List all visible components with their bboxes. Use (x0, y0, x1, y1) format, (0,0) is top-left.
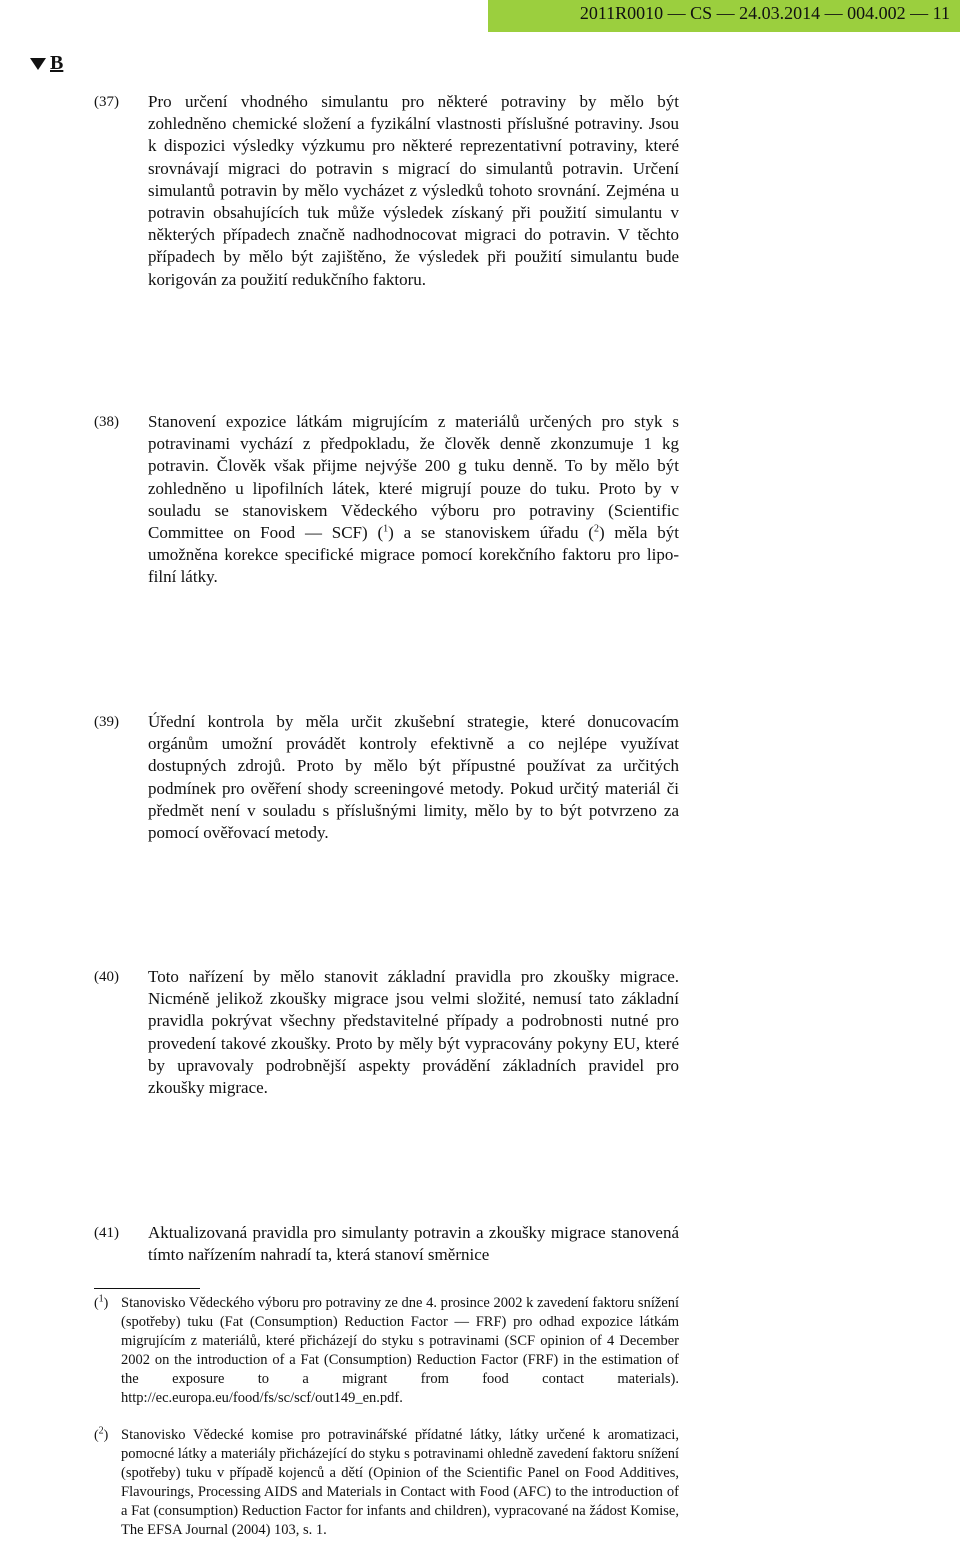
footnote-number-value: 2 (98, 1425, 104, 1437)
recital-number: (40) (94, 969, 119, 985)
recital-number: (39) (94, 714, 119, 730)
recital-text: Toto nařízení by mělo stanovit základní pravidla pro zkoušky migrace. Nicméně jelikož zkoušky migrace jsou velmi složité, nemusí tato základní pravidla pokrývat všechny představitelné případy a podrobnosti nutné pro provedení takové zkoušky. Proto by měly být vypracovány pokyny EU, které by upravovaly podrobnější aspekty provádění základních pravidel pro zkoušky migrace. (148, 967, 679, 1098)
section-marker (30, 52, 63, 75)
document-header-text: 2011R0010 — CS — 24.03.2014 — 004.002 — 11 (579, 3, 950, 23)
footnote-text: Stanovisko Vědeckého výboru pro potraviny ze dne 4. prosince 2002 k zavedení faktoru snížení (spotřeby) tuku (Fat (Consumption) Reduction Factor — FRF) pro odhad expozice látkám migrujícím z materiálů, které přicházejí do styku s potravinami (SCF opinion of 4 December 2002 on the introduction of a Fat (Consumption) Reduction Factor (FRF) in the estimation of the exposure to a migrant from food contact materials). http://ec.europa.eu/food/fs/sc/scf/out149_en.pdf. (121, 1295, 679, 1406)
footnote-reference: 2 (593, 523, 599, 535)
recital-number: (41) (94, 1225, 119, 1241)
recital-text (148, 411, 679, 589)
recital-text-part: ) měla být umožněna korekce specifické migrace pomocí korekčního faktoru pro lipofilní látky. (148, 523, 679, 587)
recital-text: Pro určení vhodného simulantu pro některé potraviny by mělo být zohledněno chemické složení a fyzikální vlastnosti příslušné potraviny. Jsou k dispozici výsledky výzkumu pro některé reprezentativní potraviny, které srovnávají migraci do potravin s migrací do simulantů potravin. Určení simulantů potravin by mělo vycházet z výsledků tohoto srovnání. Zejména u potravin obsahujících tuk může výsledek získaný při použití simulantu v některých případech značně nadhodnocovat migraci do potravin. V těchto případech by mělo být zajištěno, že výsledek při použití simulantu bude korigován za použití redukčního faktoru. (148, 92, 679, 289)
section-marker-letter: B (50, 52, 64, 74)
recital-text: Aktualizovaná pravidla pro simulanty potravin a zkoušky migrace stanovená tímto nařízením nahradí ta, která stanoví směrnice (148, 1223, 679, 1265)
recital-text: Úřední kontrola by měla určit zkušební strategie, které donucovacím orgánům umožní provádět kontroly efektivně a co nejlépe využívat dostupných zdrojů. Proto by mělo být přípustné používat za určitých podmínek pro ověření shody screeningové metody. Pokud určitý materiál či předmět není v souladu s příslušnými limity, mělo by to být potvrzeno za pomocí ověřovací metody. (148, 712, 679, 843)
down-triangle-icon (30, 58, 46, 70)
footnote-number-value: 1 (98, 1293, 104, 1305)
footnote-number: ($^1$) (94, 1293, 109, 1311)
footnote-reference: 1 (383, 523, 389, 535)
recital-number: (38) (94, 414, 119, 430)
document-header-bar (488, 0, 960, 32)
footnote-number: ($^2$) (94, 1425, 109, 1443)
footnote-text: Stanovisko Vědecké komise pro potravinářské přídatné látky, látky určené k aromatizaci, pomocné látky a materiály přicházející do styku s potravinami ohledně zavedení faktoru snížení (spotřeby) tuku v případě kojenců a dětí (Opinion of the Scientific Panel on Food Additives, Flavourings, Processing AIDS and Materials in Contact with Food (AFC) to the introduction of a Fat (consumption) Reduction Factor for infants and children), vypracované na žádost Komise, The EFSA Journal (2004) 103, s. 1. (121, 1427, 679, 1538)
recital-number: (37) (94, 94, 119, 110)
recital-text-part: Stanovení expozice látkám migrujícím z materiálů určených pro styk s potravinami vychází z předpokladu, že člověk denně zkonzumuje 1 kg potravin. Člověk však přijme nejvýše 200 g tuku denně. To by mělo být zohledněno u lipofilních látek, které migrují pouze do tuku. Proto by v souladu se stanoviskem Vědeckého výboru pro potraviny (Scientific Committee on Food — SCF) ( (148, 412, 679, 543)
footnote-separator (94, 1288, 200, 1289)
recital-text-part: ) a se stanoviskem úřadu ( (388, 523, 594, 543)
